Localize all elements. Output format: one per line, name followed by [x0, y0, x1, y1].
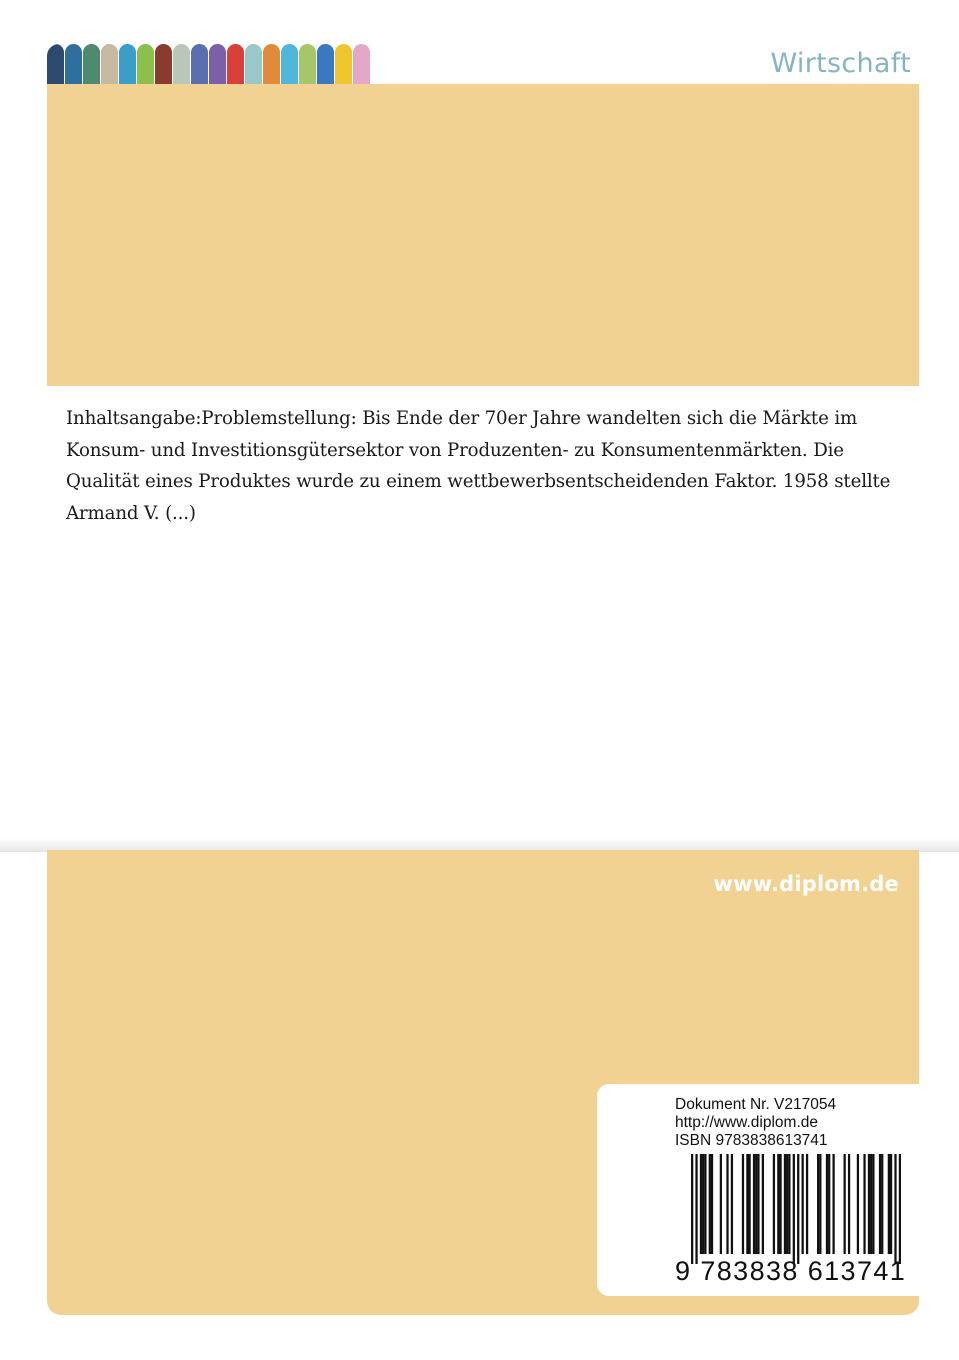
- color-tab: [119, 44, 136, 84]
- barcode-bar: [802, 1154, 804, 1254]
- barcode-bar: [888, 1154, 890, 1254]
- bottom-color-panel: [47, 850, 919, 1315]
- barcode-bar: [757, 1154, 759, 1254]
- color-tab: [263, 44, 280, 84]
- isbn-barcode: [691, 1154, 901, 1264]
- color-tab: [209, 44, 226, 84]
- barcode-bar: [726, 1154, 728, 1254]
- barcode-bar: [746, 1154, 748, 1254]
- color-tab: [65, 44, 82, 84]
- barcode-bar: [870, 1154, 872, 1254]
- barcode-bar: [868, 1154, 870, 1254]
- color-tab: [191, 44, 208, 84]
- barcode-bar: [793, 1154, 795, 1264]
- color-tab: [155, 44, 172, 84]
- color-tab: [173, 44, 190, 84]
- barcode-bar: [797, 1154, 799, 1264]
- color-tab: [281, 44, 298, 84]
- barcode-bar: [817, 1154, 819, 1254]
- barcode-bar: [779, 1154, 781, 1254]
- document-number: Dokument Nr. V217054: [675, 1096, 837, 1113]
- color-tab: [353, 44, 370, 84]
- barcode-bar: [890, 1154, 892, 1254]
- barcode-bar: [748, 1154, 750, 1254]
- barcode-bar: [742, 1154, 744, 1254]
- barcode-bar: [832, 1154, 834, 1254]
- barcode-bar: [872, 1154, 874, 1254]
- color-tab-strip: [47, 44, 371, 84]
- color-tab: [335, 44, 352, 84]
- barcode-bar: [894, 1154, 896, 1264]
- category-label: Wirtschaft: [770, 48, 911, 79]
- barcode-bar: [879, 1154, 881, 1254]
- barcode-bar: [731, 1154, 733, 1254]
- barcode-bar: [755, 1154, 757, 1254]
- barcode-bar: [702, 1154, 704, 1254]
- color-tab: [101, 44, 118, 84]
- barcode-digits: 9 783838 613741: [675, 1256, 907, 1286]
- barcode-bar: [848, 1154, 850, 1254]
- barcode-bar: [704, 1154, 706, 1254]
- barcode-bar: [773, 1154, 775, 1254]
- barcode-bar: [762, 1154, 764, 1254]
- isbn-text: ISBN 9783838613741: [675, 1132, 828, 1149]
- color-tab: [137, 44, 154, 84]
- barcode-bar: [691, 1154, 693, 1264]
- barcode-bar: [899, 1154, 901, 1264]
- barcode-bar: [786, 1154, 788, 1254]
- barcode-bar: [819, 1154, 821, 1254]
- barcode-bar: [720, 1154, 722, 1254]
- top-color-panel: [47, 44, 919, 386]
- color-tab: [317, 44, 334, 84]
- barcode-bar: [777, 1154, 779, 1254]
- barcode-bar: [806, 1154, 808, 1254]
- barcode-bar: [700, 1154, 702, 1254]
- barcode-bar: [826, 1154, 828, 1254]
- barcode-bar: [881, 1154, 883, 1254]
- product-info-box: [597, 1084, 919, 1296]
- barcode-bar: [784, 1154, 786, 1254]
- color-tab: [299, 44, 316, 84]
- color-tab: [245, 44, 262, 84]
- barcode-bar: [828, 1154, 830, 1254]
- publisher-website: www.diplom.de: [713, 872, 899, 896]
- barcode-bar: [695, 1154, 697, 1264]
- color-tab: [47, 44, 64, 84]
- book-description: Inhaltsangabe:Problemstellung: Bis Ende der 70er Jahre wandelten sich die Märkte im Konsum- und Investitionsgütersektor von Produzenten- zu Konsumentenmärkten. Die Qualität eines Produktes wurde zu einem wettbewerbsentscheidenden Faktor. 1958 stellte Armand V. (...): [66, 408, 891, 524]
- color-tab: [83, 44, 100, 84]
- color-tab: [227, 44, 244, 84]
- barcode-bar: [863, 1154, 865, 1254]
- barcode-bar: [709, 1154, 711, 1254]
- barcode-bar: [753, 1154, 755, 1254]
- publisher-url: http://www.diplom.de: [675, 1114, 819, 1131]
- barcode-bar: [788, 1154, 790, 1254]
- barcode-bar: [844, 1154, 846, 1254]
- barcode-bar: [857, 1154, 859, 1254]
- barcode-bar: [711, 1154, 713, 1254]
